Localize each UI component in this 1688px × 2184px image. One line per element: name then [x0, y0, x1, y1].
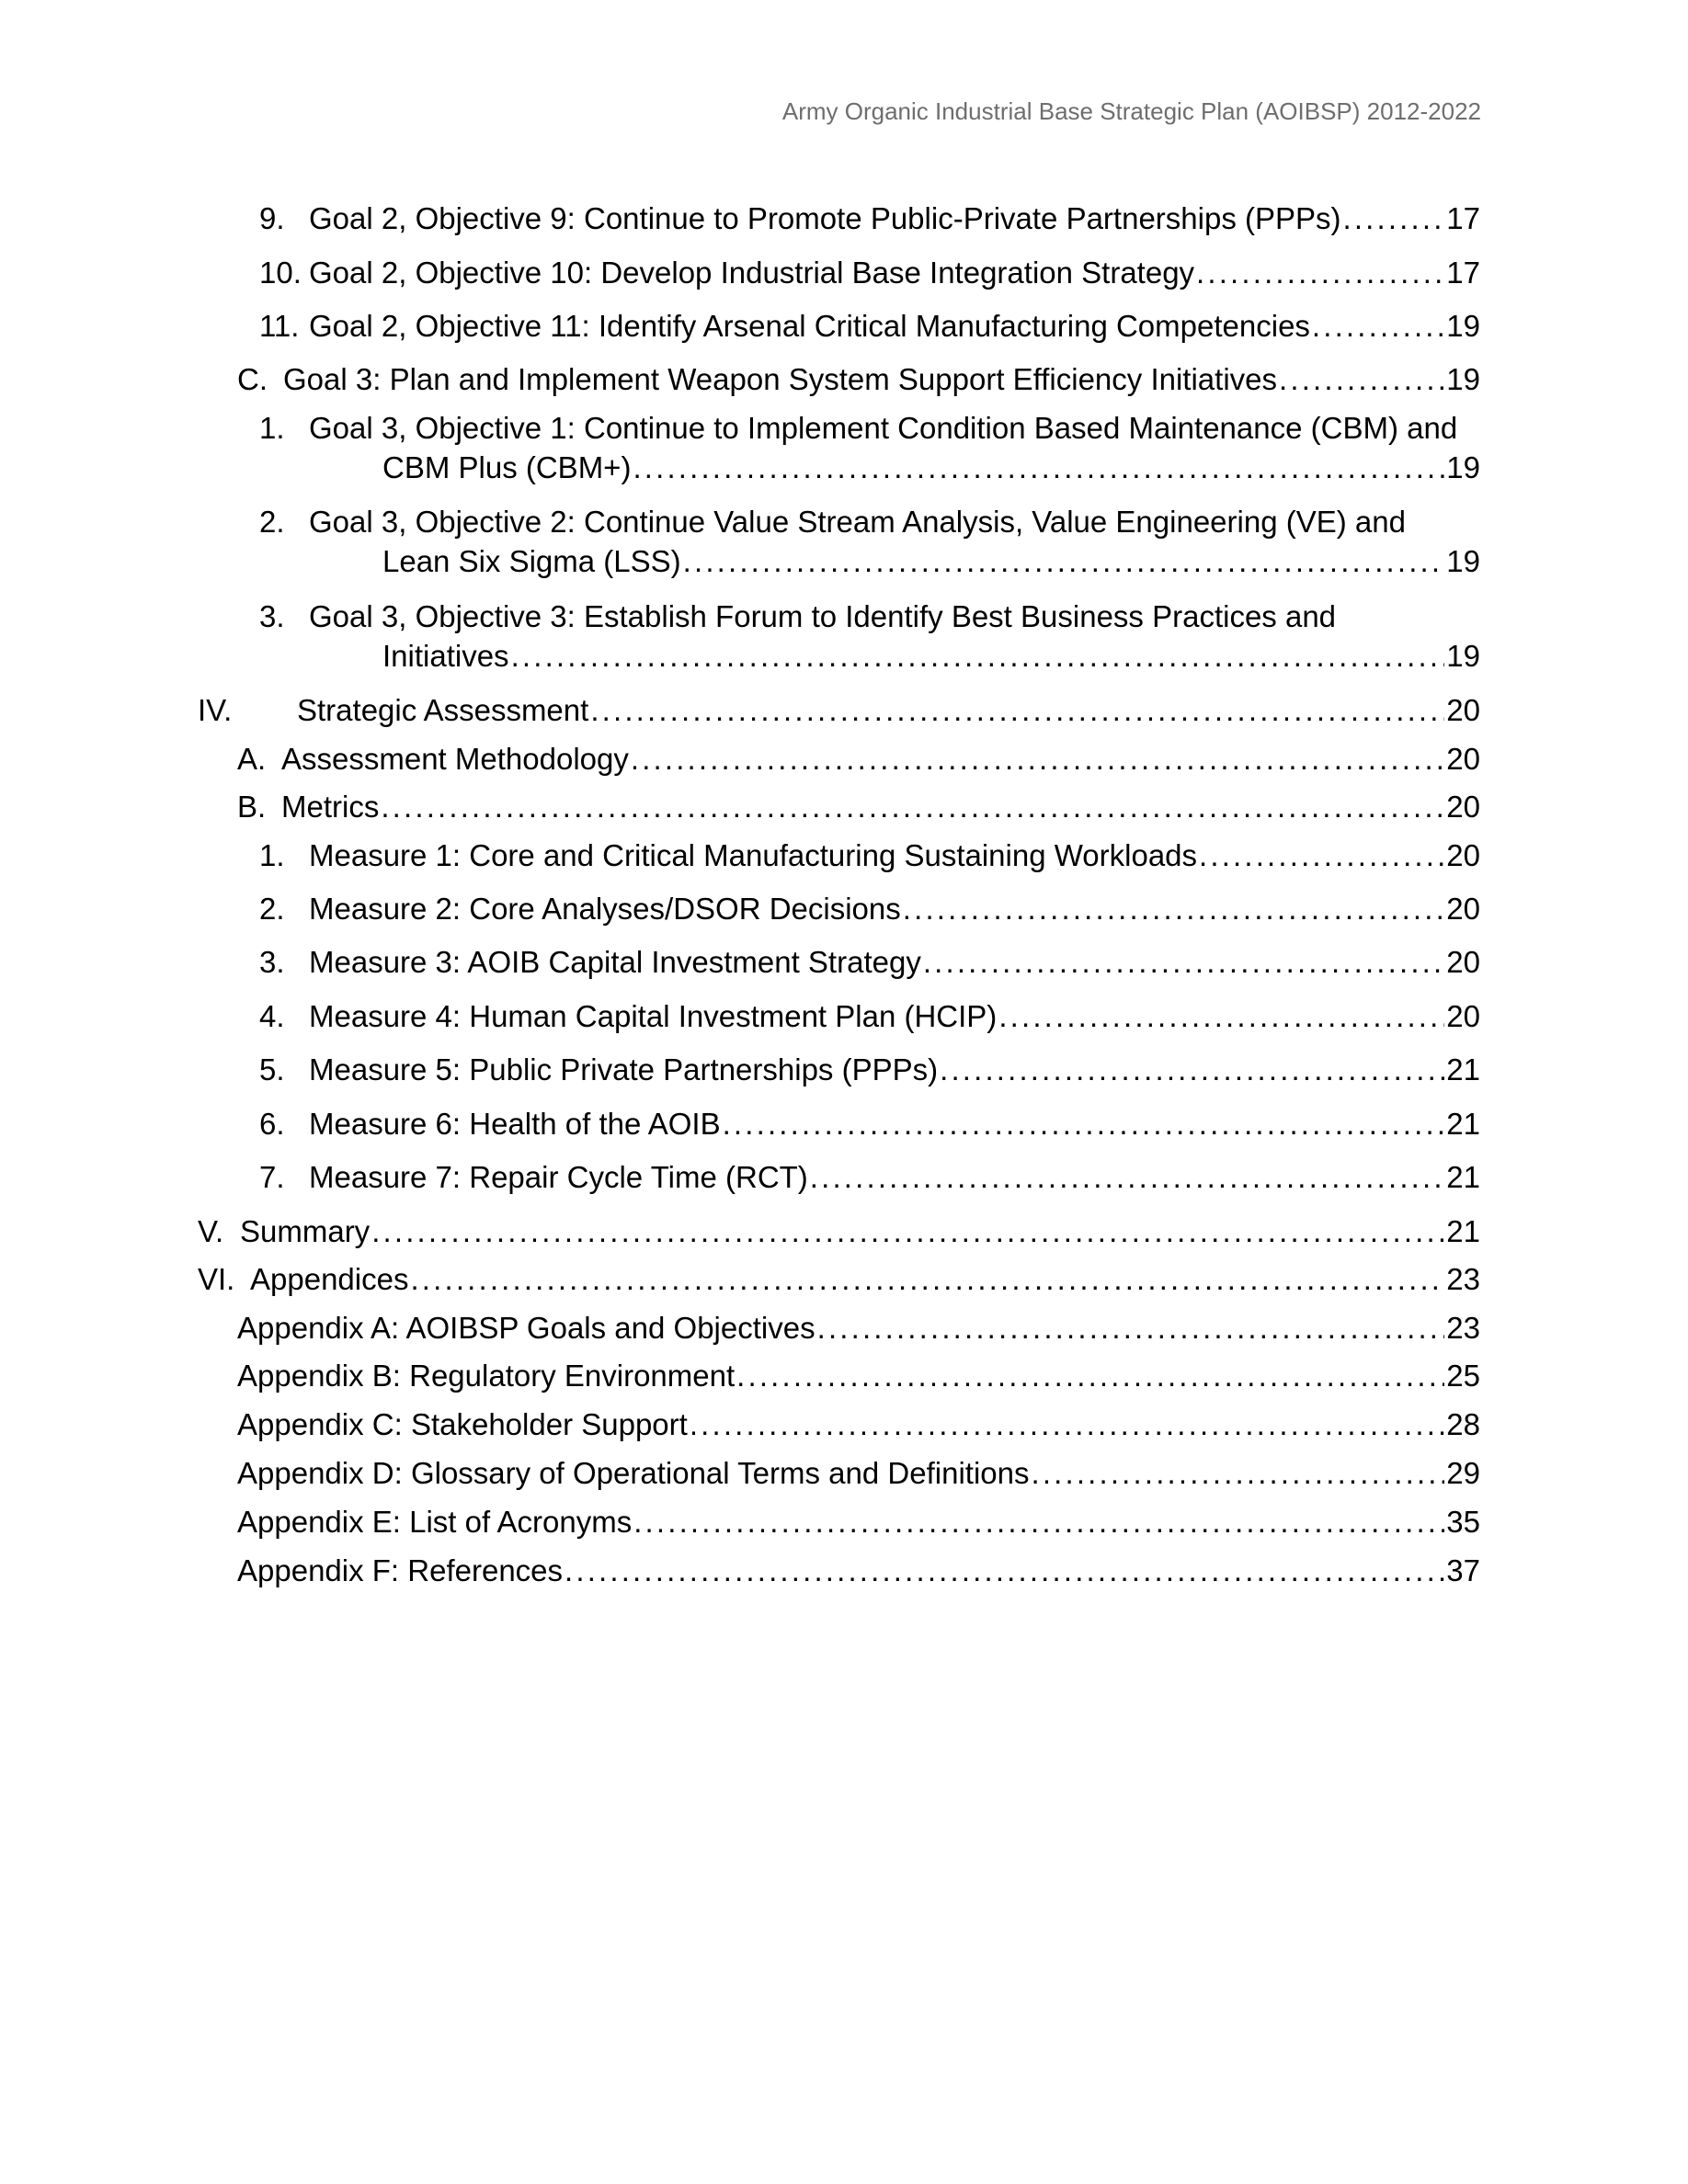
toc-entry-goal2-objective11[interactable]: [193, 307, 1480, 346]
toc-entry-page: 37: [1446, 1553, 1480, 1587]
toc-entry-number: 2.: [259, 892, 285, 926]
toc-entry-number: B.: [237, 790, 267, 824]
toc-entry-title: Appendix E: List of Acronyms: [237, 1505, 633, 1539]
toc-entry-page: 20: [1446, 945, 1480, 979]
toc-entry-title: Appendix C: Stakeholder Support: [237, 1407, 688, 1441]
toc-entry-goal2-objective10[interactable]: [193, 254, 1480, 292]
toc-entry-title: Measure 3: AOIB Capital Investment Strategy: [309, 945, 921, 979]
running-header: Army Organic Industrial Base Strategic Plan (AOIBSP) 2012-2022: [781, 97, 1481, 125]
toc-entry-number: 3.: [259, 945, 285, 979]
toc-entry-page: 23: [1446, 1311, 1480, 1345]
toc-entry-title: Strategic Assessment: [297, 693, 589, 727]
dot-leader: [565, 1552, 1444, 1590]
toc-entry-goal3-objective1[interactable]: [193, 409, 1480, 448]
toc-entry-title: Goal 2, Objective 11: Identify Arsenal Critical Manufacturing Competencies: [309, 309, 1310, 343]
toc-entry-page: 19: [1446, 639, 1480, 673]
toc-entry-appendix-f[interactable]: [193, 1552, 1480, 1590]
toc-entry-goal3-objective1-continued[interactable]: [193, 449, 1480, 487]
dot-leader: [1312, 307, 1444, 346]
toc-entry-measure1[interactable]: [193, 836, 1480, 875]
toc-entry-measure6[interactable]: [193, 1105, 1480, 1143]
toc-entry-goal3[interactable]: [193, 360, 1480, 399]
dot-leader: [810, 1158, 1444, 1197]
dot-leader: [817, 1309, 1445, 1348]
dot-leader: [371, 1212, 1444, 1251]
toc-entry-page: 17: [1446, 256, 1480, 290]
dot-leader: [1199, 836, 1444, 875]
toc-entry-appendices[interactable]: [193, 1260, 1480, 1299]
toc-entry-number: 9.: [259, 201, 285, 235]
toc-entry-title: Measure 5: Public Private Partnerships (PPPs): [309, 1052, 939, 1086]
toc-entry-number: 11.: [259, 309, 300, 343]
toc-entry-page: 35: [1446, 1505, 1480, 1539]
toc-entry-measure4[interactable]: [193, 997, 1480, 1036]
dot-leader: [633, 449, 1444, 487]
toc-entry-title: Goal 3, Objective 3: Establish Forum to Identify Best Business Practices and: [309, 599, 1337, 633]
toc-entry-number: 6.: [259, 1107, 285, 1141]
toc-entry-title: Goal 2, Objective 10: Develop Industrial Base Integration Strategy: [309, 256, 1195, 290]
toc-entry-number: 10.: [259, 256, 302, 290]
dot-leader: [1031, 1454, 1444, 1493]
toc-entry-measure7[interactable]: [193, 1158, 1480, 1197]
toc-entry-number: IV.: [198, 693, 233, 727]
toc-entry-title: Appendices: [250, 1262, 409, 1296]
toc-entry-page: 17: [1446, 201, 1480, 235]
dot-leader: [723, 1105, 1445, 1143]
toc-entry-measure3[interactable]: [193, 943, 1480, 982]
toc-entry-number: 3.: [259, 599, 285, 633]
toc-entry-appendix-b[interactable]: [193, 1357, 1480, 1395]
toc-entry-page: 21: [1446, 1214, 1480, 1248]
toc-entry-title-continued: Lean Six Sigma (LSS): [382, 544, 681, 578]
toc-entry-appendix-a[interactable]: [193, 1309, 1480, 1348]
toc-entry-page: 19: [1446, 362, 1480, 396]
toc-entry-page: 28: [1446, 1407, 1480, 1441]
toc-entry-number: 1.: [259, 838, 285, 872]
toc-entry-page: 20: [1446, 892, 1480, 926]
dot-leader: [940, 1051, 1444, 1089]
dot-leader: [923, 943, 1444, 982]
toc-entry-page: 19: [1446, 544, 1480, 578]
toc-entry-title: Summary: [240, 1214, 371, 1248]
dot-leader: [683, 542, 1445, 581]
dot-leader: [511, 637, 1445, 676]
dot-leader: [590, 691, 1444, 730]
toc-entry-title: Appendix B: Regulatory Environment: [237, 1359, 736, 1393]
dot-leader: [736, 1357, 1444, 1395]
toc-entry-page: 20: [1446, 693, 1480, 727]
toc-entry-page: 20: [1446, 838, 1480, 872]
toc-entry-number: C.: [237, 362, 268, 396]
toc-entry-page: 19: [1446, 309, 1480, 343]
toc-entry-page: 29: [1446, 1456, 1480, 1490]
toc-entry-number: 7.: [259, 1160, 285, 1194]
toc-entry-goal3-objective3-continued[interactable]: [193, 637, 1480, 676]
toc-entry-page: 20: [1446, 790, 1480, 824]
toc-entry-title: Measure 7: Repair Cycle Time (RCT): [309, 1160, 808, 1194]
toc-entry-title: Goal 3: Plan and Implement Weapon System Support Efficiency Initiatives: [283, 362, 1278, 396]
toc-entry-number: 4.: [259, 999, 285, 1033]
toc-entry-title: Appendix F: References: [237, 1553, 564, 1587]
toc-entry-goal3-objective2[interactable]: [193, 503, 1480, 541]
toc-entry-page: 25: [1446, 1359, 1480, 1393]
dot-leader: [1343, 199, 1445, 238]
toc-entry-number: 2.: [259, 505, 285, 539]
dot-leader: [690, 1405, 1444, 1444]
toc-entry-title: Measure 1: Core and Critical Manufacturing Sustaining Workloads: [309, 838, 1198, 872]
dot-leader: [998, 997, 1444, 1036]
toc-entry-number: V.: [198, 1214, 224, 1248]
toc-entry-number: A.: [237, 742, 267, 776]
toc-entry-goal2-objective9[interactable]: [193, 199, 1480, 238]
toc-entry-title-continued: CBM Plus (CBM+): [382, 450, 632, 484]
toc-entry-title: Metrics: [281, 790, 380, 824]
toc-entry-measure2[interactable]: [193, 890, 1480, 928]
toc-entry-number: VI.: [198, 1262, 235, 1296]
dot-leader: [633, 1503, 1444, 1541]
toc-entry-page: 21: [1446, 1052, 1480, 1086]
dot-leader: [410, 1260, 1444, 1299]
toc-entry-metrics[interactable]: [193, 788, 1480, 826]
toc-entry-page: 23: [1446, 1262, 1480, 1296]
toc-entry-page: 21: [1446, 1160, 1480, 1194]
toc-entry-title: Goal 3, Objective 1: Continue to Implement Condition Based Maintenance (CBM) and: [309, 411, 1458, 445]
toc-entry-goal3-objective2-continued[interactable]: [193, 542, 1480, 581]
toc-entry-title: Appendix D: Glossary of Operational Terms and Definitions: [237, 1456, 1030, 1490]
dot-leader: [1279, 360, 1444, 399]
toc-entry-strategic-assessment[interactable]: [193, 691, 1480, 730]
toc-entry-number: 5.: [259, 1052, 285, 1086]
toc-entry-title: Measure 6: Health of the AOIB: [309, 1107, 721, 1141]
toc-entry-title: Measure 4: Human Capital Investment Plan (HCIP): [309, 999, 998, 1033]
dot-leader: [631, 740, 1444, 779]
toc-entry-summary[interactable]: [193, 1212, 1480, 1251]
toc-entry-title: Assessment Methodology: [281, 742, 629, 776]
toc-entry-appendix-d[interactable]: [193, 1454, 1480, 1493]
toc-entry-goal3-objective3[interactable]: [193, 597, 1480, 636]
toc-entry-page: 20: [1446, 742, 1480, 776]
toc-entry-title: Appendix A: AOIBSP Goals and Objectives: [237, 1311, 815, 1345]
toc-entry-page: 20: [1446, 999, 1480, 1033]
toc-entry-appendix-c[interactable]: [193, 1405, 1480, 1444]
toc-entry-assessment-methodology[interactable]: [193, 740, 1480, 779]
toc-entry-title: Goal 2, Objective 9: Continue to Promote Public-Private Partnerships (PPPs): [309, 201, 1341, 235]
toc-entry-page: 19: [1446, 450, 1480, 484]
toc-entry-number: 1.: [259, 411, 285, 445]
dot-leader: [903, 890, 1445, 928]
toc-entry-title: Measure 2: Core Analyses/DSOR Decisions: [309, 892, 901, 926]
toc-entry-title: Goal 3, Objective 2: Continue Value Stream Analysis, Value Engineering (VE) and: [309, 505, 1406, 539]
toc-entry-page: 21: [1446, 1107, 1480, 1141]
dot-leader: [1196, 254, 1444, 292]
toc-entry-title-continued: Initiatives: [382, 639, 509, 673]
toc-entry-measure5[interactable]: [193, 1051, 1480, 1089]
toc-entry-appendix-e[interactable]: [193, 1503, 1480, 1541]
dot-leader: [381, 788, 1444, 826]
